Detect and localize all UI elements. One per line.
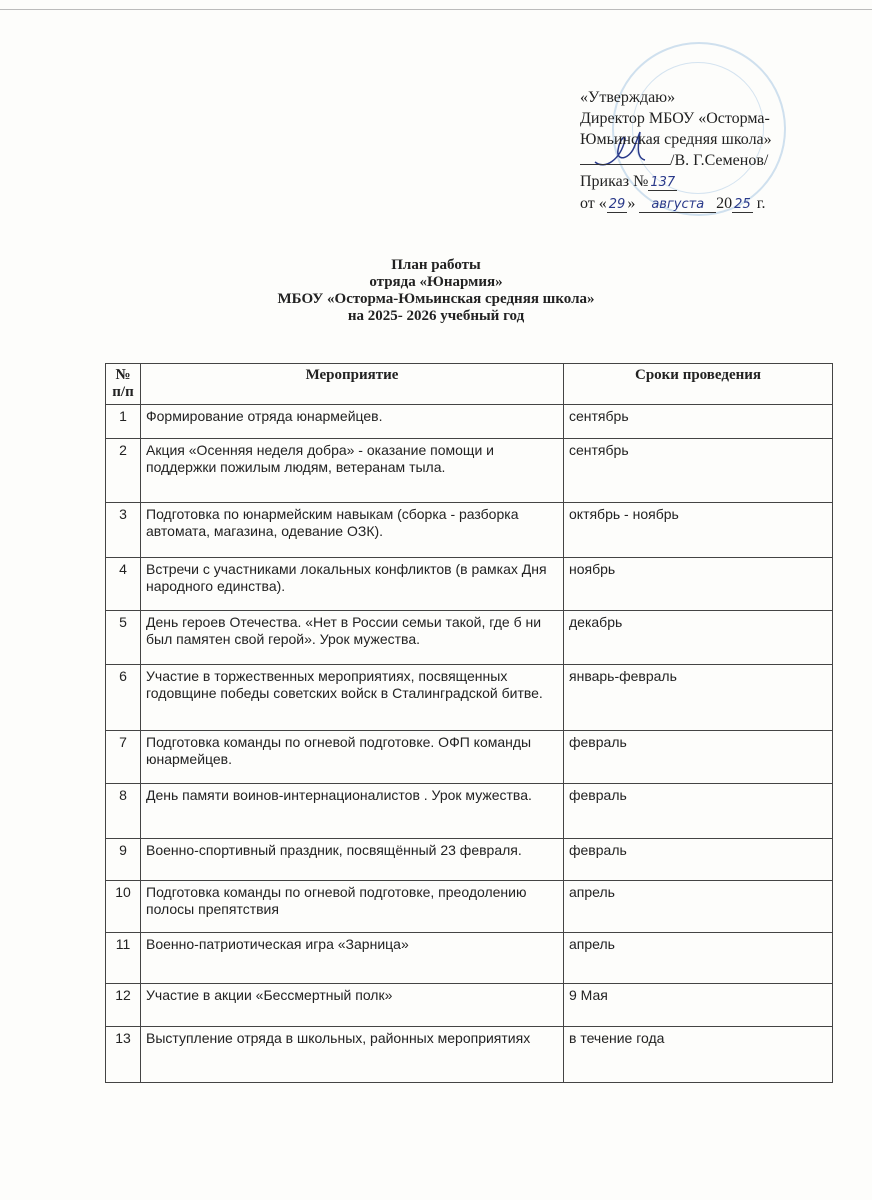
row-number: 1 xyxy=(106,405,141,439)
row-number: 5 xyxy=(106,611,141,665)
date-year-prefix: 20 xyxy=(716,195,733,212)
row-term: февраль xyxy=(564,731,833,784)
approval-school: Юмьинская средняя школа» xyxy=(580,131,772,148)
row-number: 4 xyxy=(106,558,141,611)
row-term: сентябрь xyxy=(564,405,833,439)
table-row xyxy=(106,503,833,558)
table-row xyxy=(106,439,833,503)
row-term: ноябрь xyxy=(564,558,833,611)
table-row xyxy=(106,665,833,731)
row-term: февраль xyxy=(564,839,833,881)
header-event: Мероприятие xyxy=(141,364,564,405)
row-event: День памяти воинов-интернационалистов . Урок мужества. xyxy=(141,784,564,839)
row-event: Подготовка команды по огневой подготовке, преодолению полосы препятствия xyxy=(141,881,564,933)
order-label: Приказ № xyxy=(580,173,649,190)
title-line-1: План работы xyxy=(391,257,481,273)
plan-table xyxy=(105,363,833,1083)
approval-position: Директор МБОУ «Осторма- xyxy=(580,110,770,127)
row-term: январь-февраль xyxy=(564,665,833,731)
row-number: 9 xyxy=(106,839,141,881)
table-row xyxy=(106,731,833,784)
table-row xyxy=(106,839,833,881)
table-row xyxy=(106,784,833,839)
row-number: 11 xyxy=(106,933,141,984)
row-number: 8 xyxy=(106,784,141,839)
table-row xyxy=(106,405,833,439)
row-term: в течение года xyxy=(564,1027,833,1083)
row-term: октябрь - ноябрь xyxy=(564,503,833,558)
row-term: 9 Мая xyxy=(564,984,833,1027)
approval-block xyxy=(580,87,772,215)
table-row xyxy=(106,933,833,984)
row-number: 3 xyxy=(106,503,141,558)
date-year-suffix: 25 xyxy=(734,197,751,212)
header-number: № п/п xyxy=(106,364,141,405)
row-event: Выступление отряда в школьных, районных мероприятиях xyxy=(141,1027,564,1083)
row-number: 2 xyxy=(106,439,141,503)
table-row xyxy=(106,558,833,611)
order-number: 137 xyxy=(650,175,676,190)
row-number: 10 xyxy=(106,881,141,933)
row-event: Военно-патриотическая игра «Зарница» xyxy=(141,933,564,984)
approval-signer: /В. Г.Семенов/ xyxy=(670,152,769,169)
document-title xyxy=(0,257,872,325)
title-line-3: МБОУ «Осторма-Юмьинская средняя школа» xyxy=(277,291,595,307)
approval-signer-line xyxy=(580,150,772,171)
header-term: Сроки проведения xyxy=(564,364,833,405)
row-term: февраль xyxy=(564,784,833,839)
row-event: Акция «Осенняя неделя добра» - оказание помощи и поддержки пожилым людям, ветеранам тыла. xyxy=(141,439,564,503)
row-number: 12 xyxy=(106,984,141,1027)
row-event: Подготовка по юнармейским навыкам (сборка - разборка автомата, магазина, одевание ОЗК). xyxy=(141,503,564,558)
scan-edge-line xyxy=(0,9,872,10)
title-line-2: отряда «Юнармия» xyxy=(369,274,503,290)
row-event: Военно-спортивный праздник, посвящённый 23 февраля. xyxy=(141,839,564,881)
row-number: 7 xyxy=(106,731,141,784)
approval-date xyxy=(580,193,772,215)
row-event: Участие в торжественных мероприятиях, посвященных годовщине победы советских войск в Сталинградской битве. xyxy=(141,665,564,731)
row-term: апрель xyxy=(564,933,833,984)
row-term: сентябрь xyxy=(564,439,833,503)
date-month: августа xyxy=(639,197,716,213)
table-row xyxy=(106,1027,833,1083)
row-event: Формирование отряда юнармейцев. xyxy=(141,405,564,439)
date-prefix: от « xyxy=(580,195,607,212)
row-event: Встречи с участниками локальных конфликтов (в рамках Дня народного единства). xyxy=(141,558,564,611)
table-row xyxy=(106,984,833,1027)
row-event: День героев Отечества. «Нет в России семьи такой, где б ни был памятен свой герой». Урок мужества. xyxy=(141,611,564,665)
date-day: 29 xyxy=(608,197,626,212)
table-row xyxy=(106,611,833,665)
row-term: апрель xyxy=(564,881,833,933)
row-event: Участие в акции «Бессмертный полк» xyxy=(141,984,564,1027)
approval-heading: «Утверждаю» xyxy=(580,89,676,106)
table-row xyxy=(106,881,833,933)
row-number: 13 xyxy=(106,1027,141,1083)
date-end: г. xyxy=(752,195,766,212)
row-term: декабрь xyxy=(564,611,833,665)
title-line-4: на 2025- 2026 учебный год xyxy=(347,308,525,324)
row-event: Подготовка команды по огневой подготовке. ОФП команды юнармейцев. xyxy=(141,731,564,784)
approval-order xyxy=(580,171,772,193)
row-number: 6 xyxy=(106,665,141,731)
date-mid: » xyxy=(627,195,636,212)
